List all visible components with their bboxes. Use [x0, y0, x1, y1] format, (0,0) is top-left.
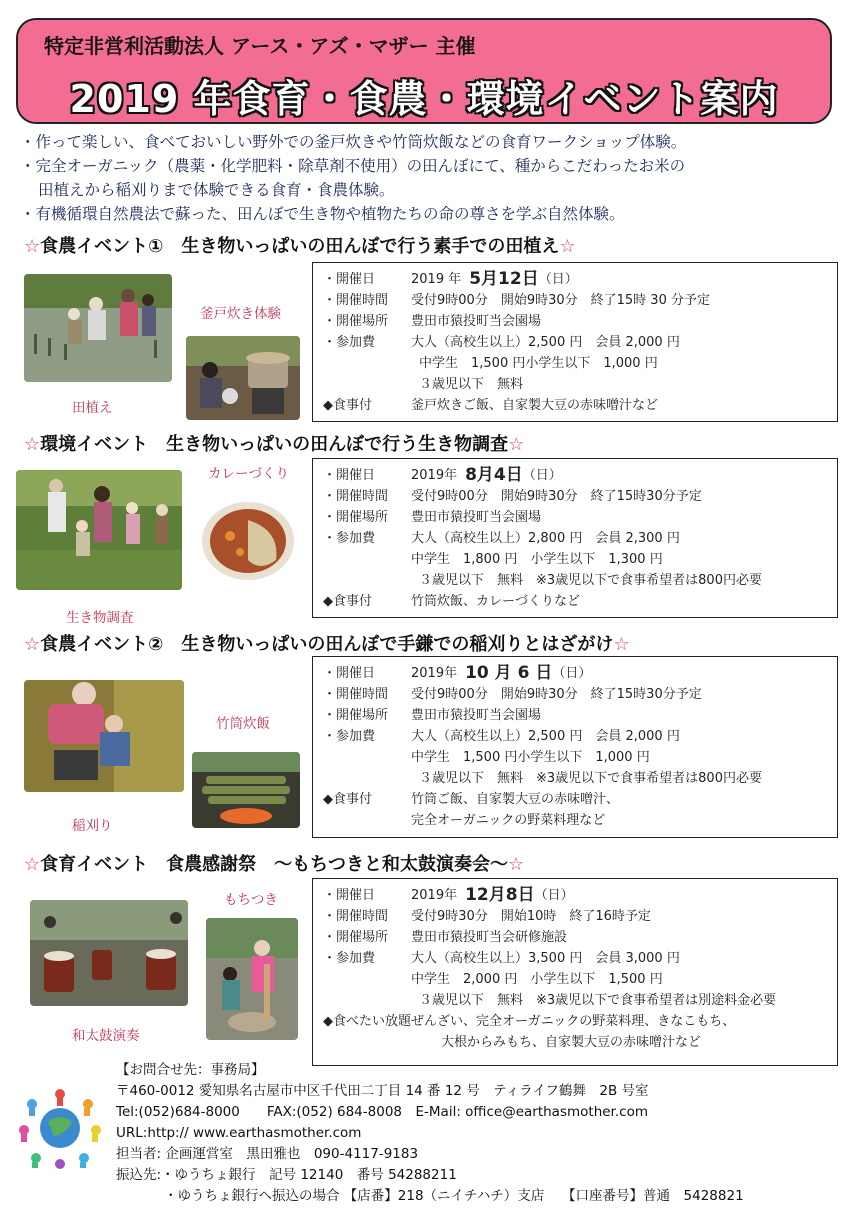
- info-place-row: ・開催場所 豊田市猿投町当会園場: [323, 314, 542, 329]
- organizer-line: 特定非営利活動法人 アース・アズ・マザー 主催: [44, 34, 476, 58]
- intro-line: ・作って楽しい、食べておいしい野外での釜戸炊きや竹筒炊飯などの食育ワークショップ体験。: [20, 133, 687, 151]
- star-icon: ☆: [507, 854, 525, 875]
- curry-photo: [200, 500, 296, 582]
- info-place-row: ・開催場所 豊田市猿投町当会園場: [323, 510, 542, 525]
- contact-bank: ・ゆうちょ銀行へ振込の場合 【店番】218（ニイチハチ）支店 【口座番号】普通 5428821: [164, 1188, 744, 1204]
- info-time-row: ・開催時間 受付9時00分 開始9時30分 終了15時30分予定: [323, 687, 702, 702]
- star-icon: ☆: [613, 634, 630, 655]
- event-heading: [24, 850, 524, 876]
- kamado-cooking-photo: [186, 336, 300, 420]
- event-heading-text: 食育イベント 食農感謝祭 ～もちつきと和太鼓演奏会～: [40, 854, 508, 875]
- info-fee-row: ３歳児以下 無料 ※3歳児以下で食事希望者は800円必要: [419, 573, 762, 588]
- info-food-row: 完全オーガニックの野菜料理など: [411, 813, 606, 828]
- info-fee-row: 中学生 2,000 円 小学生以下 1,500 円: [411, 972, 663, 987]
- page-title: 2019 年食育・食農・環境イベント案内: [69, 77, 779, 121]
- info-fee-row: 中学生 1,500 円小学生以下 1,000 円: [411, 750, 650, 765]
- star-icon: ☆: [24, 634, 41, 655]
- info-fee-row: ・参加費 大人（高校生以上）2,500 円 会員 2,000 円: [323, 335, 680, 350]
- header-banner: [16, 18, 832, 124]
- photo-caption: カレーづくり: [208, 466, 289, 482]
- contact-bank: 振込先:・ゆうちょ銀行 記号 12140 番号 54288211: [116, 1167, 457, 1183]
- info-food-row: 大根からみもち、自家製大豆の赤味噌汁など: [441, 1035, 702, 1050]
- event-heading: [24, 232, 576, 258]
- star-icon: ☆: [559, 236, 576, 257]
- info-place-row: ・開催場所 豊田市猿投町当会研修施設: [323, 930, 568, 945]
- star-icon: ☆: [24, 434, 41, 455]
- event-heading: [24, 430, 524, 456]
- photo-caption: 竹筒炊飯: [216, 716, 270, 732]
- event-heading-text: 環境イベント 生き物いっぱいの田んぼで行う生き物調査: [40, 434, 509, 455]
- event-heading-text: 食農イベント① 生き物いっぱいの田んぼで行う素手での田植え: [40, 236, 560, 257]
- contact-address: 〒460-0012 愛知県名古屋市中区千代田二丁目 14 番 12 号 ティライフ鶴舞 2B 号室: [116, 1083, 649, 1099]
- intro-line: ・有機循環自然農法で蘇った、田んぼで生き物や植物たちの命の尊さを学ぶ自然体験。: [20, 205, 625, 223]
- contact-tel-fax-email: Tel:(052)684-8000 FAX:(052) 684-8008 E-Mail: office@earthasmother.com: [116, 1104, 648, 1120]
- star-icon: ☆: [24, 854, 41, 875]
- photo-caption: 釜戸炊き体験: [200, 306, 281, 322]
- photo-caption: 和太鼓演奏: [72, 1028, 140, 1044]
- info-date-row: ・開催日 2019年 10 月 6 日 （日）: [323, 663, 592, 683]
- info-fee-row: ・参加費 大人（高校生以上）2,800 円 会員 2,300 円: [323, 531, 680, 546]
- info-fee-row: ３歳児以下 無料: [419, 377, 524, 392]
- intro-list: [20, 130, 840, 226]
- info-time-row: ・開催時間 受付9時30分 開始10時 終了16時予定: [323, 909, 651, 924]
- info-fee-row: 中学生 1,500 円小学生以下 1,000 円: [419, 356, 658, 371]
- rice-planting-photo: [24, 274, 172, 382]
- star-icon: ☆: [24, 236, 41, 257]
- event-info-box: [312, 262, 838, 422]
- event-info-box: [312, 878, 838, 1066]
- info-date-row: ・開催日 2019 年 5月12日 （日）: [323, 269, 578, 289]
- star-icon: ☆: [508, 434, 525, 455]
- photo-caption: 生き物調査: [66, 610, 134, 626]
- info-fee-row: 中学生 1,800 円 小学生以下 1,300 円: [411, 552, 663, 567]
- intro-line: ・完全オーガニック（農薬・化学肥料・除草剤不使用）の田んぼにて、種からこだわったお米の: [20, 157, 686, 175]
- earth-as-mother-logo: [18, 1086, 102, 1170]
- info-fee-row: ３歳児以下 無料 ※3歳児以下で食事希望者は別途料金必要: [419, 993, 777, 1008]
- info-food-row: ◆食事付 竹筒ご飯、自家製大豆の赤味噌汁、: [323, 792, 620, 807]
- taiko-photo: [30, 900, 188, 1006]
- info-time-row: ・開催時間 受付9時00分 開始9時30分 終了15時30分予定: [323, 489, 702, 504]
- info-food-row: ◆食事付 竹筒炊飯、カレーづくりなど: [323, 594, 581, 609]
- photo-caption: 田植え: [72, 400, 113, 416]
- event-heading-text: 食農イベント② 生き物いっぱいの田んぼで手鎌での稲刈りとはざがけ: [40, 634, 614, 655]
- contact-url: URL:http:// www.earthasmother.com: [116, 1125, 362, 1141]
- info-food-row: ◆食べたい放題 ぜんざい、完全オーガニックの野菜料理、きなこもち、: [323, 1014, 736, 1029]
- mochi-pounding-photo: [206, 918, 298, 1040]
- info-fee-row: ３歳児以下 無料 ※3歳児以下で食事希望者は800円必要: [419, 771, 762, 786]
- event-heading: [24, 630, 630, 656]
- harvest-photo: [24, 680, 184, 792]
- photo-caption: もちつき: [224, 892, 278, 908]
- info-place-row: ・開催場所 豊田市猿投町当会園場: [323, 708, 542, 723]
- contact-title: 【お問合せ先：事務局】: [116, 1062, 265, 1078]
- event-info-box: [312, 656, 838, 838]
- bamboo-rice-photo: [192, 752, 300, 828]
- contact-block: [116, 1060, 836, 1207]
- info-time-row: ・開催時間 受付9時00分 開始9時30分 終了15時 30 分予定: [323, 293, 710, 308]
- info-fee-row: ・参加費 大人（高校生以上）3,500 円 会員 3,000 円: [323, 951, 680, 966]
- photo-caption: 稲刈り: [72, 818, 113, 834]
- creature-survey-photo: [16, 470, 182, 590]
- info-date-row: ・開催日 2019年 8月4日 （日）: [323, 465, 562, 485]
- event-info-box: [312, 458, 838, 618]
- info-date-row: ・開催日 2019年 12月8日 （日）: [323, 885, 574, 905]
- info-food-row: ◆食事付 釜戸炊きご飯、自家製大豆の赤味噌汁など: [323, 398, 659, 413]
- contact-person: 担当者: 企画運営室 黒田雅也 090-4117-9183: [116, 1146, 419, 1162]
- info-fee-row: ・参加費 大人（高校生以上）2,500 円 会員 2,000 円: [323, 729, 680, 744]
- intro-line: 田植えから稲刈りまで体験できる食育・食農体験。: [38, 181, 395, 199]
